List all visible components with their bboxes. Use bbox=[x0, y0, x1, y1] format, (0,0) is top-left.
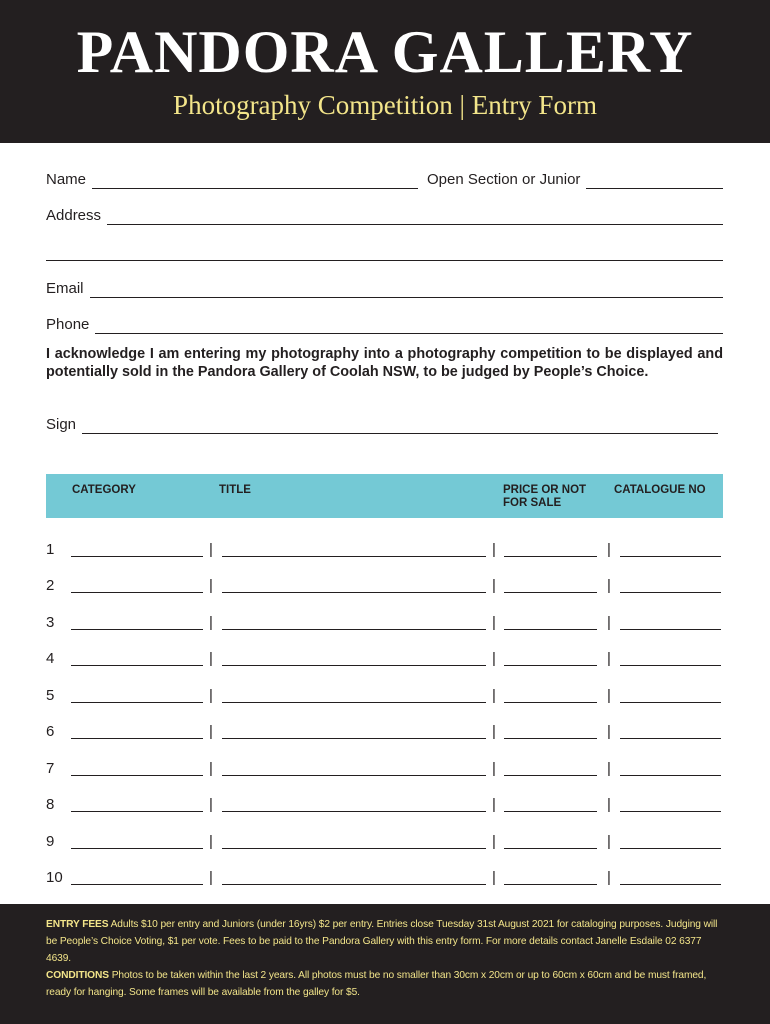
catalogue-line[interactable] bbox=[620, 883, 721, 885]
header-price: PRICE OR NOT FOR SALE bbox=[503, 484, 587, 509]
price-line[interactable] bbox=[504, 737, 597, 739]
catalogue-line[interactable] bbox=[620, 774, 721, 776]
row-number: 7 bbox=[46, 760, 55, 777]
row-number: 2 bbox=[46, 577, 55, 594]
price-line[interactable] bbox=[504, 591, 597, 593]
title-line[interactable] bbox=[222, 555, 486, 557]
page-footer bbox=[0, 904, 770, 1024]
phone-line[interactable] bbox=[95, 319, 723, 334]
row-number: 9 bbox=[46, 833, 55, 850]
page-header bbox=[0, 0, 770, 143]
column-separator: | bbox=[607, 796, 611, 813]
price-line[interactable] bbox=[504, 628, 597, 630]
table-row bbox=[46, 681, 723, 705]
header-category: CATEGORY bbox=[72, 484, 136, 496]
column-separator: | bbox=[607, 869, 611, 886]
table-row bbox=[46, 754, 723, 778]
column-separator: | bbox=[607, 614, 611, 631]
column-separator: | bbox=[209, 869, 213, 886]
category-line[interactable] bbox=[71, 810, 203, 812]
entry-fees-text: Adults $10 per entry and Juniors (under 16yrs) $2 per entry. Entries close Tuesday 31st August 2021 for cataloging purposes. Judging will be People’s Choice Voting, $1 per vote. Fees to be paid to the Pandora Gallery with this entry form. For more details contact Janelle Esdaile 02 6377 4639. bbox=[46, 919, 718, 964]
sign-field[interactable] bbox=[46, 412, 718, 434]
name-field[interactable] bbox=[46, 167, 418, 189]
column-separator: | bbox=[607, 760, 611, 777]
title-line[interactable] bbox=[222, 664, 486, 666]
name-line[interactable] bbox=[92, 174, 418, 189]
column-separator: | bbox=[607, 577, 611, 594]
catalogue-line[interactable] bbox=[620, 664, 721, 666]
table-row bbox=[46, 535, 723, 559]
column-separator: | bbox=[492, 723, 496, 740]
section-field[interactable] bbox=[427, 167, 723, 189]
table-row bbox=[46, 827, 723, 851]
column-separator: | bbox=[607, 723, 611, 740]
category-line[interactable] bbox=[71, 591, 203, 593]
gallery-title: PANDORA GALLERY bbox=[76, 19, 694, 85]
price-line[interactable] bbox=[504, 883, 597, 885]
row-number: 3 bbox=[46, 614, 55, 631]
price-line[interactable] bbox=[504, 774, 597, 776]
header-title: TITLE bbox=[219, 484, 251, 496]
title-line[interactable] bbox=[222, 628, 486, 630]
email-label: Email bbox=[46, 280, 84, 297]
column-separator: | bbox=[492, 760, 496, 777]
email-field[interactable] bbox=[46, 276, 723, 298]
price-line[interactable] bbox=[504, 847, 597, 849]
column-separator: | bbox=[607, 650, 611, 667]
column-separator: | bbox=[492, 833, 496, 850]
phone-field[interactable] bbox=[46, 312, 723, 334]
column-separator: | bbox=[209, 687, 213, 704]
table-row bbox=[46, 863, 723, 887]
conditions-paragraph bbox=[46, 967, 726, 1001]
column-separator: | bbox=[492, 614, 496, 631]
column-separator: | bbox=[209, 760, 213, 777]
row-number: 4 bbox=[46, 650, 55, 667]
entry-fees-paragraph bbox=[46, 916, 726, 967]
column-separator: | bbox=[209, 650, 213, 667]
category-line[interactable] bbox=[71, 774, 203, 776]
catalogue-line[interactable] bbox=[620, 810, 721, 812]
column-separator: | bbox=[492, 687, 496, 704]
address-label: Address bbox=[46, 207, 102, 224]
column-separator: | bbox=[209, 577, 213, 594]
entries-table-header bbox=[46, 474, 723, 518]
title-line[interactable] bbox=[222, 847, 486, 849]
price-line[interactable] bbox=[504, 664, 597, 666]
column-separator: | bbox=[607, 833, 611, 850]
phone-label: Phone bbox=[46, 316, 90, 333]
table-row bbox=[46, 571, 723, 595]
email-line[interactable] bbox=[90, 283, 723, 298]
address-field-2[interactable] bbox=[46, 239, 723, 261]
category-line[interactable] bbox=[71, 555, 203, 557]
row-number: 1 bbox=[46, 541, 55, 558]
column-separator: | bbox=[209, 723, 213, 740]
title-line[interactable] bbox=[222, 810, 486, 812]
price-line[interactable] bbox=[504, 701, 597, 703]
title-line[interactable] bbox=[222, 774, 486, 776]
row-number: 10 bbox=[46, 869, 63, 886]
catalogue-line[interactable] bbox=[620, 628, 721, 630]
table-row bbox=[46, 608, 723, 632]
row-number: 5 bbox=[46, 687, 55, 704]
conditions-label: CONDITIONS bbox=[46, 970, 109, 981]
section-label: Open Section or Junior bbox=[427, 171, 581, 188]
column-separator: | bbox=[492, 796, 496, 813]
column-separator: | bbox=[492, 650, 496, 667]
sign-label: Sign bbox=[46, 416, 77, 433]
category-line[interactable] bbox=[71, 701, 203, 703]
acknowledgement-text: I acknowledge I am entering my photography into a photography competition to be displayed and potentially sold in the Pandora Gallery of Coolah NSW, to be judged by People’s Choice. bbox=[46, 346, 723, 380]
form-subtitle: Photography Competition | Entry Form bbox=[173, 90, 597, 120]
title-line[interactable] bbox=[222, 883, 486, 885]
column-separator: | bbox=[607, 541, 611, 558]
catalogue-line[interactable] bbox=[620, 591, 721, 593]
table-row bbox=[46, 790, 723, 814]
entry-fees-label: ENTRY FEES bbox=[46, 919, 109, 930]
price-line[interactable] bbox=[504, 810, 597, 812]
row-number: 8 bbox=[46, 796, 55, 813]
column-separator: | bbox=[209, 796, 213, 813]
header-catalogue: CATALOGUE NO bbox=[614, 484, 706, 496]
column-separator: | bbox=[492, 869, 496, 886]
conditions-text: Photos to be taken within the last 2 years. All photos must be no smaller than 30cm x 20cm or up to 60cm x 60cm and be must framed, ready for hanging. Some frames will be available from the galley for $5. bbox=[46, 970, 707, 998]
catalogue-line[interactable] bbox=[620, 737, 721, 739]
table-row bbox=[46, 644, 723, 668]
category-line[interactable] bbox=[71, 883, 203, 885]
address-line-2[interactable] bbox=[46, 246, 723, 261]
column-separator: | bbox=[209, 614, 213, 631]
section-line[interactable] bbox=[586, 174, 723, 189]
title-line[interactable] bbox=[222, 591, 486, 593]
category-line[interactable] bbox=[71, 664, 203, 666]
catalogue-line[interactable] bbox=[620, 555, 721, 557]
column-separator: | bbox=[607, 687, 611, 704]
address-line[interactable] bbox=[107, 210, 723, 225]
table-row bbox=[46, 717, 723, 741]
catalogue-line[interactable] bbox=[620, 847, 721, 849]
category-line[interactable] bbox=[71, 737, 203, 739]
price-line[interactable] bbox=[504, 555, 597, 557]
catalogue-line[interactable] bbox=[620, 701, 721, 703]
category-line[interactable] bbox=[71, 628, 203, 630]
sign-line[interactable] bbox=[82, 419, 718, 434]
address-field[interactable] bbox=[46, 203, 723, 225]
column-separator: | bbox=[492, 541, 496, 558]
title-line[interactable] bbox=[222, 737, 486, 739]
name-label: Name bbox=[46, 171, 87, 188]
title-line[interactable] bbox=[222, 701, 486, 703]
column-separator: | bbox=[209, 541, 213, 558]
column-separator: | bbox=[209, 833, 213, 850]
row-number: 6 bbox=[46, 723, 55, 740]
category-line[interactable] bbox=[71, 847, 203, 849]
column-separator: | bbox=[492, 577, 496, 594]
